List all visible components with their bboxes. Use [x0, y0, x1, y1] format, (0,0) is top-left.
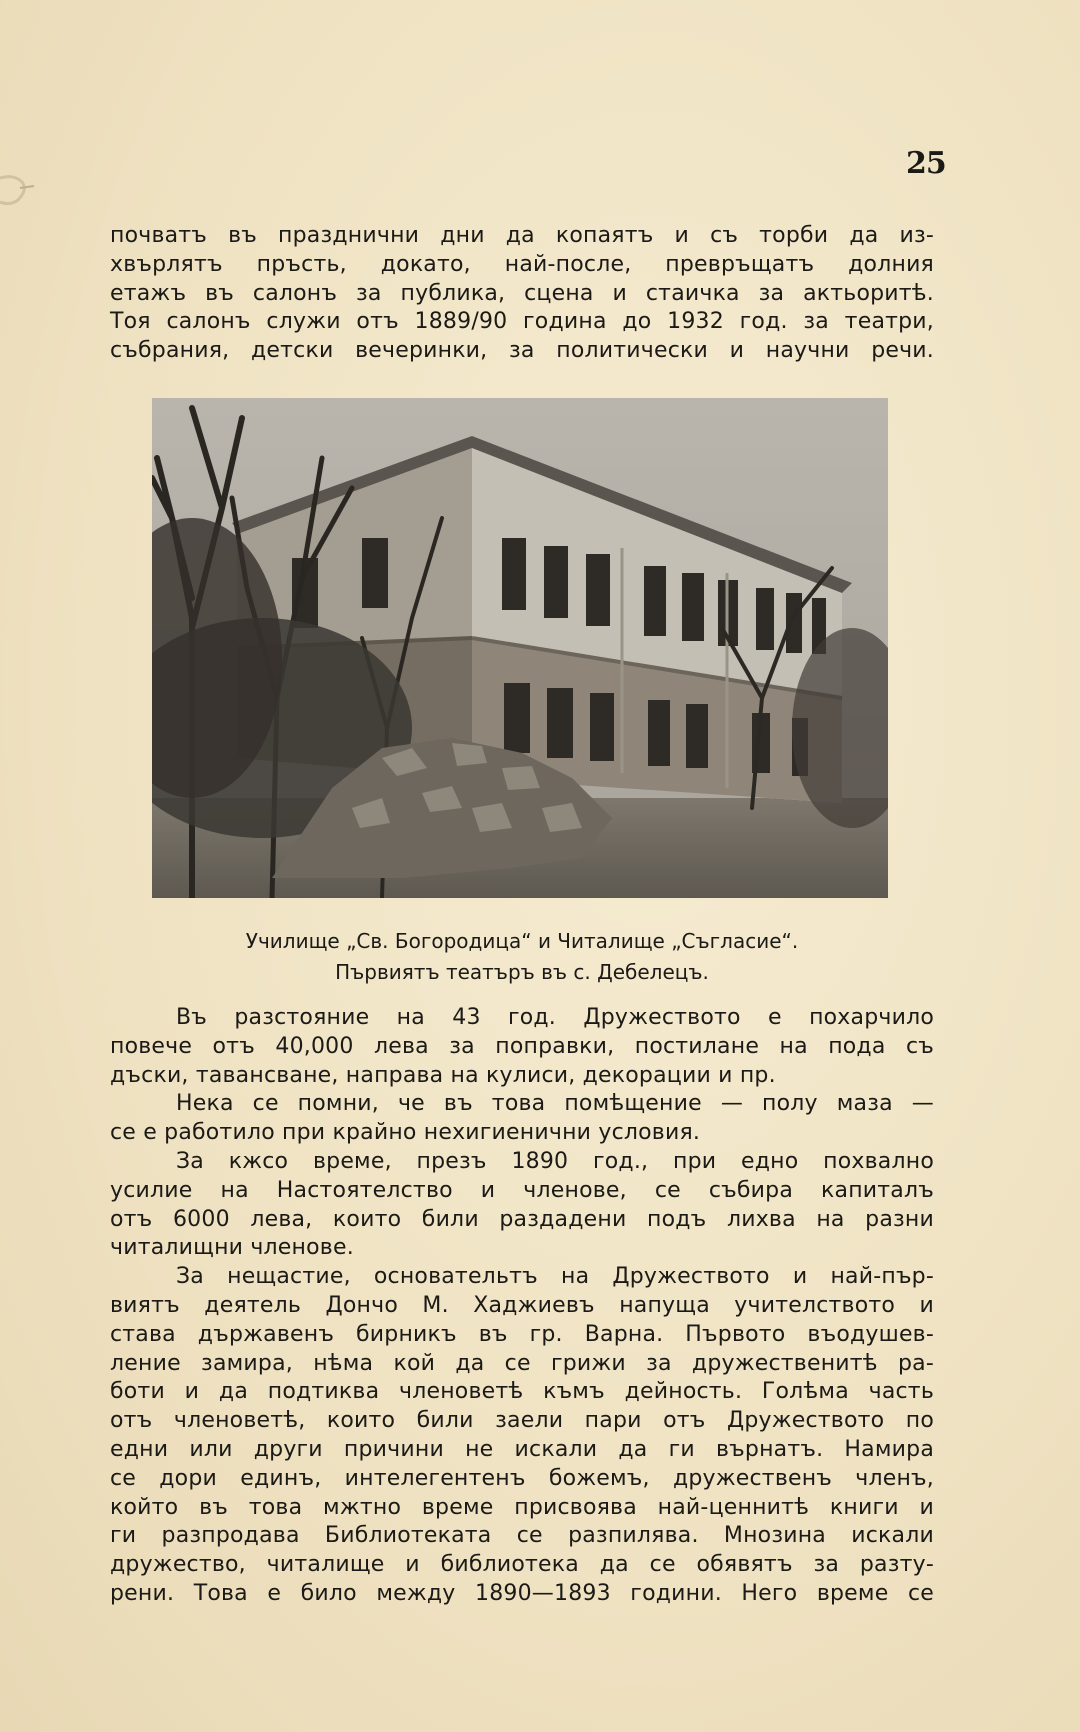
text-line: събрания, детски вечеринки, за политически и научни речи. [110, 338, 934, 364]
text-line: се е работило при крайно нехигиенични условия. [110, 1120, 701, 1146]
text-line: се дори единъ, интелегентенъ божемъ, дружественъ членъ, [110, 1465, 934, 1491]
text-line: отъ членоветѣ, които били заели пари отъ Дружеството по [110, 1408, 934, 1434]
text-line: ление замира, нѣма кой да се грижи за дружественитѣ ра- [110, 1350, 934, 1376]
binding-thread-mark [0, 170, 36, 210]
text-line: Нека се помни, че въ това помѣщение — полу маза — [176, 1091, 934, 1117]
text-line: става държавенъ бирникъ въ гр. Варна. Първото въодушев- [110, 1321, 934, 1347]
text-line: който въ това мжтно време присвоява най-ценнитѣ книги и [110, 1494, 934, 1520]
text-line: Въ разстояние на 43 год. Дружеството е похарчило [176, 1005, 934, 1030]
building-photo [152, 398, 888, 898]
text-line: боти и да подтиква членоветѣ къмъ дейность. Голѣма часть [110, 1379, 934, 1405]
text-line: повече отъ 40,000 лева за поправки, постилане на пода съ [110, 1033, 934, 1059]
body-text [110, 1004, 934, 1609]
text-line: читалищни членове. [110, 1235, 354, 1261]
photo-caption [110, 926, 934, 988]
text-line: хвърлятъ пръсть, докато, най-после, превръщатъ долния [110, 251, 934, 277]
text-line: етажъ въ салонъ за публика, сцена и стаичка за актьоритѣ. [110, 280, 934, 306]
text-line: усилие на Настоятелство и членове, се събира капиталъ [110, 1177, 934, 1203]
text-line: дружество, читалище и библиотека да се обявятъ за разту- [110, 1552, 934, 1578]
text-line: За нещастие, основательтъ на Дружеството и най-пър- [176, 1264, 934, 1290]
text-line: Тоя салонъ служи отъ 1889/90 година до 1932 год. за театри, [110, 309, 934, 335]
text-line: рени. Това е било между 1890—1893 години. Него време се [110, 1580, 934, 1606]
school-building-illustration [152, 398, 888, 898]
text-line: За кжсо време, презъ 1890 год., при едно похвално [176, 1148, 934, 1174]
text-line: отъ 6000 лева, които били раздадени подъ лихва на разни [110, 1206, 934, 1232]
top-paragraph [110, 222, 934, 366]
text-line: ги разпродава Библиотеката се разпилява. Мнозина искали [110, 1523, 934, 1549]
caption-line: Училище „Св. Богородица“ и Читалище „Съгласие“. [245, 929, 799, 953]
page-number: 25 [906, 146, 946, 181]
text-line: едни или други причини не искали да ги върнатъ. Намира [110, 1436, 934, 1462]
text-line: почватъ въ празднични дни да копаятъ и съ торби да из- [110, 223, 934, 248]
text-line: дъски, тавансване, направа на кулиси, декорации и пр. [110, 1062, 776, 1088]
text-line: виятъ деятель Дончо М. Хаджиевъ напуща учителството и [110, 1292, 934, 1318]
caption-line: Първиятъ театъръ въ с. Дебелецъ. [335, 960, 709, 984]
